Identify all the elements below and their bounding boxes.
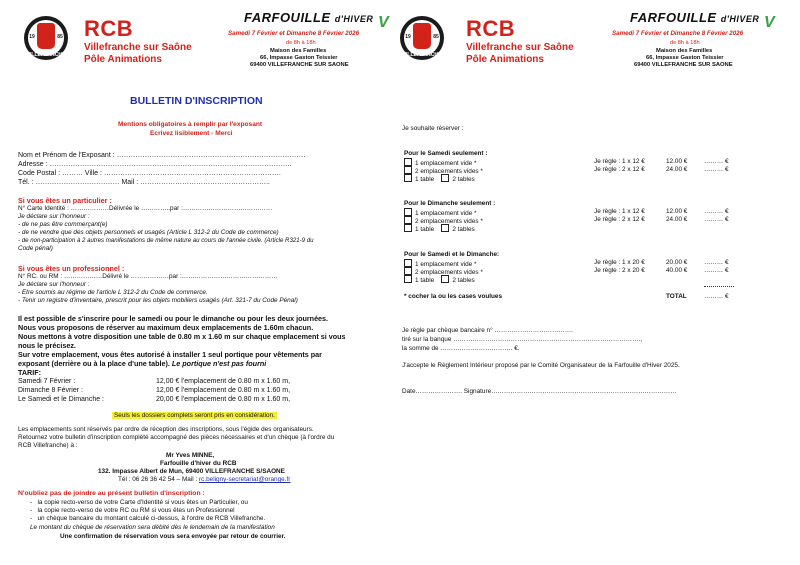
logo-text: VILLEFRANCHE — [402, 52, 442, 58]
grand-total[interactable]: ……… € — [704, 293, 729, 300]
rule: Je règle : 1 x 12 € — [594, 208, 645, 215]
line-total[interactable]: ……… € — [704, 216, 729, 223]
rule: Je règle : 2 x 12 € — [594, 216, 645, 223]
reserved-line: RCB Villefranche) à : — [18, 442, 78, 449]
rule: Je règle : 2 x 12 € — [594, 166, 645, 173]
section-title: Pour le Samedi et le Dimanche: — [404, 251, 500, 258]
line-total[interactable]: ……… € — [704, 259, 729, 266]
checkbox[interactable] — [404, 267, 412, 275]
amount-field[interactable]: la somme de ……………………………. €. — [402, 345, 520, 352]
right-page — [398, 0, 800, 565]
particulier-line: - de ne vendre que des objets personnels et usagés (Article L 312-2 du Code de commerce) — [18, 229, 279, 236]
org-line2: Pôle Animations — [84, 54, 162, 65]
checkbox[interactable] — [404, 224, 412, 232]
line-total[interactable]: ……… € — [704, 208, 729, 215]
reserved-line: Les emplacements sont réservés par ordre de réception des inscriptions, sous l'égide des organisateurs. — [18, 426, 314, 433]
particulier-line: Code pénal) — [18, 245, 53, 252]
event-title — [630, 10, 759, 25]
checkbox[interactable] — [404, 158, 412, 166]
bank-field[interactable]: tiré sur la banque ……………………………………………………………………………., — [402, 336, 643, 343]
rule: Je règle : 1 x 20 € — [594, 259, 645, 266]
venue-name: Maison des Familles — [656, 48, 713, 54]
tarif-day: Dimanche 8 Février : — [18, 387, 83, 394]
particulier-line: - de ne pas être commerçant(e) — [18, 221, 108, 228]
venue-name: Maison des Familles — [270, 48, 327, 54]
pro-line: - Etre soumis au régime de l'article L 312-2 du Code de commerce. — [18, 289, 208, 296]
info-line: nous le précisez. — [18, 341, 76, 350]
checkbox[interactable] — [404, 216, 412, 224]
event-dates: Samedi 7 Février et Dimanche 8 Février 2026 — [228, 30, 360, 37]
info-line: Sur votre emplacement, vous êtes autorisé à installer 1 seul portique pour vêtements par — [18, 350, 322, 359]
accept-rules: J'accepte le Règlement Intérieur proposé par le Comité Organisateur de la Farfouille d'Hiver 2025. — [402, 362, 680, 369]
field-zip-city[interactable]: Code Postal : ……… Ville : …………………………………………………………………. — [18, 170, 281, 177]
logo-year-right: 85 — [433, 34, 439, 40]
event-hours: de 8h à 18h — [670, 40, 700, 46]
org-line2: Pôle Animations — [466, 54, 544, 65]
amount: 24.00 € — [666, 166, 688, 173]
reserved-line: Retournez votre bulletin d'inscription complété accompagné des pièces nécessaires et d'un chèque (à l'ordre du — [18, 434, 335, 441]
table-options: 1 table 2 tables — [404, 275, 475, 285]
checkbox[interactable] — [404, 174, 412, 182]
option-row[interactable]: 1 emplacement vide * — [404, 208, 476, 218]
pro-line: Je déclare sur l'honneur : — [18, 281, 90, 288]
tarif-day: Le Samedi et le Dimanche : — [18, 396, 104, 403]
particulier-line: Je déclare sur l'honneur : — [18, 213, 90, 220]
cochez-note: * cocher la ou les cases voulues — [404, 293, 503, 300]
cheque-note: Le montant du chèque de réservation sera débité dès le lendemain de la manifestation — [30, 524, 275, 531]
contact-address: 132. Impasse Albert de Mun, 69400 VILLEFRANCHE S/SAONE — [98, 468, 285, 475]
table-options: 1 table 2 tables — [404, 174, 475, 184]
info-line: Il est possible de s'inscrire pour le samedi ou pour le dimanche ou pour les deux journées. — [18, 314, 329, 323]
reminder-title: N'oubliez pas de joindre au présent bulletin d'inscription : — [18, 490, 205, 497]
rule: Je règle : 2 x 20 € — [594, 267, 645, 274]
line-total[interactable]: ……… € — [704, 267, 729, 274]
contact-tel: Tél : 06 26 36 42 54 – Mail : rc.beligny-secretariat@orange.fr — [118, 476, 291, 483]
pro-line: - Tenir un registre d'inventaire, prescrit pour les objets mobiliers usagés (Art. 321-7 du Code Pénal) — [18, 297, 298, 304]
org-line1: Villefranche sur Saône — [84, 42, 192, 53]
option-row[interactable]: 2 emplacements vides * — [404, 267, 483, 277]
rule: Je règle : 1 x 12 € — [594, 158, 645, 165]
info-line: Nous mettons à votre disposition une table de 0.80 m x 1.60 m sur chaque emplacement si vous — [18, 332, 346, 341]
venue-city: 69400 VILLEFRANCHE SUR SAONE — [250, 62, 349, 68]
tarif-price: 12,00 € l'emplacement de 0.80 m x 1.60 m, — [156, 378, 291, 385]
checkbox[interactable] — [404, 166, 412, 174]
option-row[interactable]: 2 emplacements vides * — [404, 216, 483, 226]
left-page — [0, 0, 395, 565]
field-tel-mail[interactable]: Tél. : ……………………………… Mail : ……………………………………………….. — [18, 179, 271, 186]
v-logo: V — [764, 14, 775, 31]
amount: 20.00 € — [666, 259, 688, 266]
particulier-id-field[interactable]: N° Carte Identité : ………………Délivrée le …………..par :…………………………………… — [18, 205, 273, 212]
tarif-price: 12,00 € l'emplacement de 0.80 m x 1.60 m, — [156, 387, 291, 394]
confirmation-note: Une confirmation de réservation vous sera envoyée par retour de courrier. — [60, 533, 286, 540]
particulier-title: Si vous êtes un particulier : — [18, 196, 112, 205]
checkbox[interactable] — [441, 174, 449, 182]
contact-mail-link[interactable]: rc.beligny-secretariat@orange.fr — [199, 476, 291, 483]
amount: 24.00 € — [666, 216, 688, 223]
reminder-item: - la copie recto-verso de votre Carte d'Identité si vous êtes un Particulier, ou — [30, 499, 248, 506]
total-label: TOTAL — [666, 293, 687, 300]
logo-text: VILLEFRANCHE — [26, 52, 66, 58]
org-line1: Villefranche sur Saône — [466, 42, 574, 53]
venue-city: 69400 VILLEFRANCHE SUR SAONE — [634, 62, 733, 68]
venue-street: 66, Impasse Gaston Teissier — [646, 55, 724, 61]
event-name: FARFOUILLE — [630, 10, 717, 25]
pro-rc-field[interactable]: N° RC. ou RM : ………………Délivré le ………………par :……………………………………… — [18, 273, 278, 280]
option-row[interactable]: 1 emplacement vide * — [404, 158, 476, 168]
contact-org: Farfouille d'hiver du RCB — [160, 460, 237, 467]
line-total[interactable]: ……… € — [704, 158, 729, 165]
cheque-number-field[interactable]: Je règle par chèque bancaire n° ………………………………. — [402, 327, 573, 334]
logo-year-left: 19 — [405, 34, 411, 40]
amount: 12.00 € — [666, 158, 688, 165]
amount: 12.00 € — [666, 208, 688, 215]
checkbox[interactable] — [404, 208, 412, 216]
reminder-item: - la copie recto-verso de votre RC ou RM si vous êtes un Professionnel — [30, 507, 235, 514]
tarif-day: Samedi 7 Février : — [18, 378, 76, 385]
tarif-price: 20,00 € l'emplacement de 0.80 m x 1.60 m, — [156, 396, 291, 403]
venue-street: 66, Impasse Gaston Teissier — [260, 55, 338, 61]
checkbox[interactable] — [404, 259, 412, 267]
form-title: BULLETIN D'INSCRIPTION — [130, 95, 263, 107]
option-row[interactable]: 1 emplacement vide * — [404, 259, 476, 269]
tarif-label: TARIF: — [18, 368, 42, 377]
section-title: Pour le Dimanche seulement : — [404, 200, 496, 207]
contact-name: Mr Yves MINNE, — [166, 452, 215, 459]
info-line: Nous vous proposons de réserver au maximum deux emplacements de 1.60m chacun. — [18, 323, 314, 332]
pro-title: Si vous êtes un professionnel : — [18, 264, 125, 273]
section-title: Pour le Samedi seulement : — [404, 150, 488, 157]
dossiers-note: Seuls les dossiers complets seront pris en considération. — [114, 412, 275, 419]
total-rule — [704, 286, 734, 287]
event-name: FARFOUILLE — [244, 10, 331, 25]
option-row[interactable]: 2 emplacements vides * — [404, 166, 483, 176]
field-address[interactable]: Adresse : ………………………………………………………………………………………….. — [18, 161, 292, 168]
mentions-note: Mentions obligatoires à remplir par l'exposant — [118, 121, 263, 128]
portique-note: Le portique n'est pas fourni — [171, 359, 267, 368]
event-dates: Samedi 7 Février et Dimanche 8 Février 2026 — [612, 30, 744, 37]
event-hours: de 8h à 18h — [286, 40, 316, 46]
org-short: RCB — [466, 16, 516, 41]
field-name[interactable]: Nom et Prénom de l'Exposant : ……………………………………………………………………… — [18, 152, 306, 159]
reserve-intro: Je souhaite réserver : — [402, 125, 464, 132]
line-total[interactable]: ……… € — [704, 166, 729, 173]
v-logo: V — [378, 14, 389, 31]
org-short: RCB — [84, 16, 134, 41]
checkbox[interactable] — [404, 275, 412, 283]
portique-line: exposant (derrière ou à la place d'une table). — [18, 359, 170, 368]
event-suffix: d'HIVER — [334, 14, 374, 24]
amount: 40.00 € — [666, 267, 688, 274]
rcb-logo — [24, 16, 68, 60]
event-suffix: d'HIVER — [720, 14, 760, 24]
logo-year-right: 85 — [57, 34, 63, 40]
particulier-line: - de non-participation à 2 autres manifestations de même nature au cours de l'année civile. (Article R321-9 du — [18, 237, 314, 244]
reminder-item: - un chèque bancaire du montant calculé ci-dessus, à l'ordre de RCB Villefranche. — [30, 515, 266, 522]
rcb-logo — [400, 16, 444, 60]
ecrivez-note: Ecrivez lisiblement - Merci — [150, 130, 233, 137]
logo-year-left: 19 — [29, 34, 35, 40]
checkbox[interactable] — [441, 224, 449, 232]
date-signature-field[interactable]: Date…………………. Signature…………………………………………………………………………… — [402, 388, 677, 395]
event-title — [244, 10, 373, 25]
info-line — [18, 359, 266, 368]
table-options: 1 table 2 tables — [404, 224, 475, 234]
checkbox[interactable] — [441, 275, 449, 283]
